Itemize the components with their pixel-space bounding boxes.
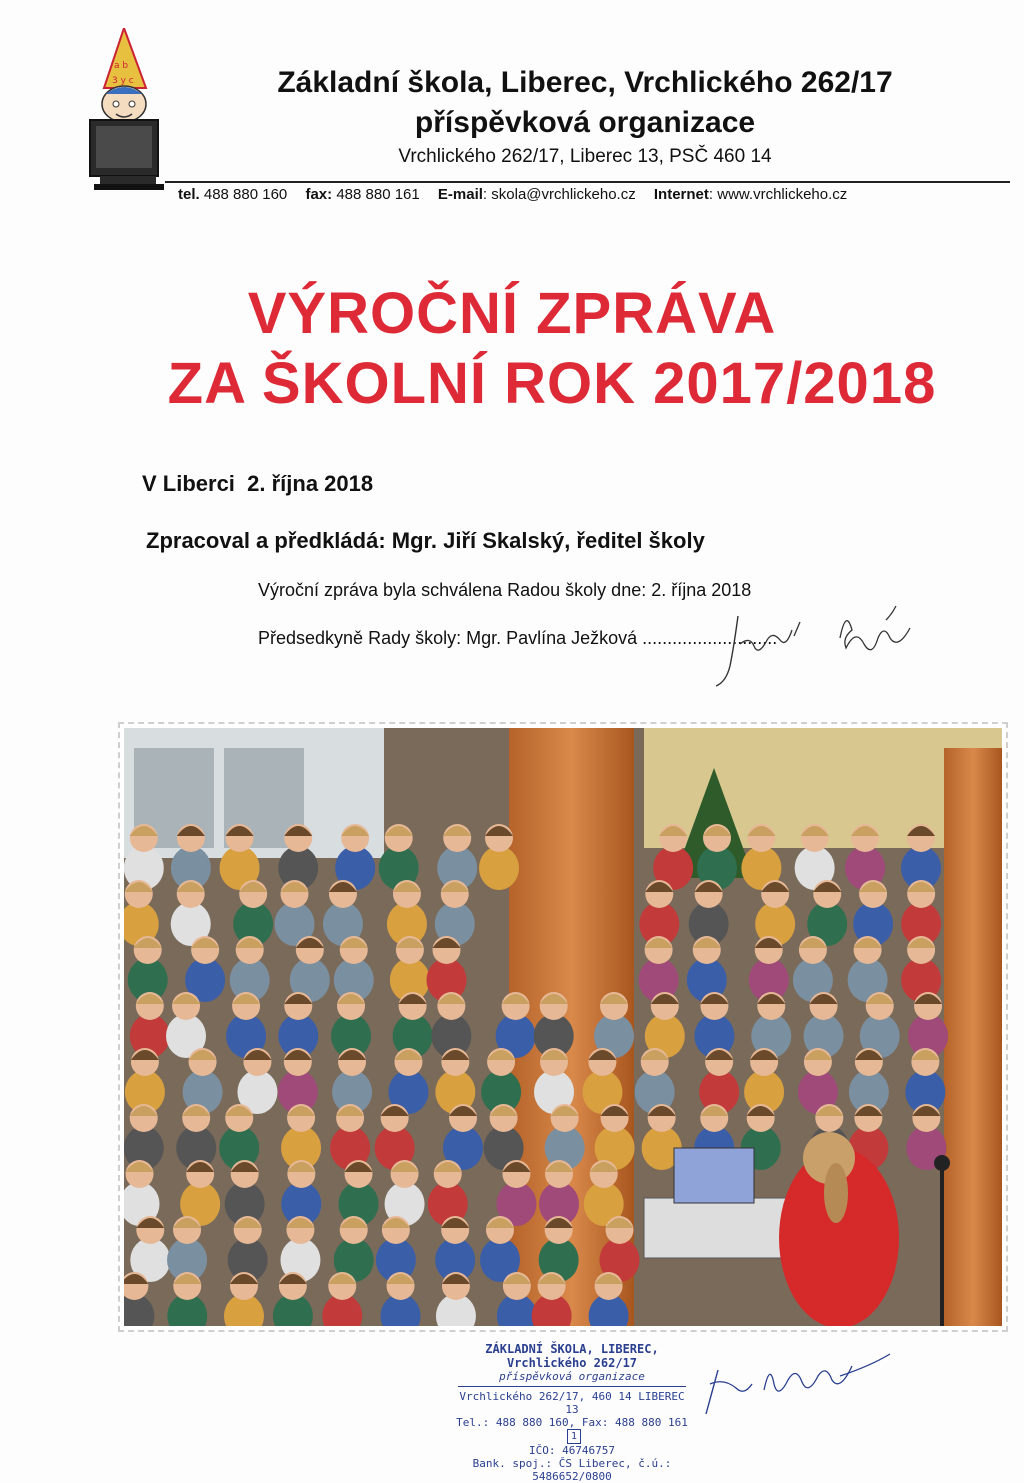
stamp-organization-type: příspěvková organizace (499, 1370, 645, 1383)
report-title-line1: VÝROČNÍ ZPRÁVA (247, 281, 777, 346)
approval-statement: Výroční zpráva byla schválena Radou školy dne: 2. října 2018 (258, 580, 752, 600)
stamp-phone-fax (452, 1416, 692, 1444)
chair-signature (700, 598, 940, 690)
school-address: Vrchlického 262/17, Liberec 13, PSČ 460 14 (398, 146, 772, 167)
fax-label: fax: (305, 186, 333, 203)
stamp-bank: Bank. spoj.: ČS Liberec, č.ú.: 5486652/0800 (472, 1457, 672, 1483)
stamp-divider (458, 1386, 686, 1387)
contact-line: tel. 488 880 160 fax: 488 880 161 E-mail: skola@vrchlickeho.cz Internet: www.vrchlickeho.cz (178, 186, 848, 203)
stamp-school-name: ZÁKLADNÍ ŠKOLA, LIBEREC, Vrchlického 262/17 (485, 1342, 659, 1370)
header-divider (165, 181, 1010, 183)
email-label: E-mail (437, 186, 483, 203)
stamp-number: 1 (567, 1429, 581, 1444)
school-stamp (452, 1342, 692, 1483)
director-signature (700, 1350, 900, 1420)
svg-text:a b: a b (114, 61, 129, 71)
fax-value: 488 880 161 (336, 186, 420, 203)
board-chair-line: Předsedkyně Rady školy: Mgr. Pavlína Ježková ........................... (258, 628, 778, 648)
school-name: Základní škola, Liberec, Vrchlického 262/17 (277, 66, 893, 99)
place-date: V Liberci 2. října 2018 (142, 471, 374, 496)
tel-label: tel. (178, 186, 200, 203)
prepared-by: Zpracoval a předkládá: Mgr. Jiří Skalský, ředitel školy (146, 528, 705, 553)
report-title-line2: ZA ŠKOLNÍ ROK 2017/2018 (167, 351, 937, 416)
internet-value: www.vrchlickeho.cz (717, 186, 848, 203)
internet-label: Internet (653, 186, 709, 203)
stamp-ico: IČO: 46746757 (528, 1444, 616, 1457)
tel-value: 488 880 160 (203, 186, 288, 203)
email-value: skola@vrchlickeho.cz (491, 186, 636, 203)
school-organization-type: příspěvková organizace (414, 106, 756, 139)
school-logo-icon (84, 28, 164, 196)
svg-text:3 y c: 3 y c (112, 76, 134, 86)
stamp-phone-fax-text: Tel.: 488 880 160, Fax: 488 880 161 (456, 1416, 688, 1429)
school-assembly-photo (124, 728, 1002, 1326)
stamp-address: Vrchlického 262/17, 460 14 LIBEREC 13 (459, 1390, 685, 1416)
